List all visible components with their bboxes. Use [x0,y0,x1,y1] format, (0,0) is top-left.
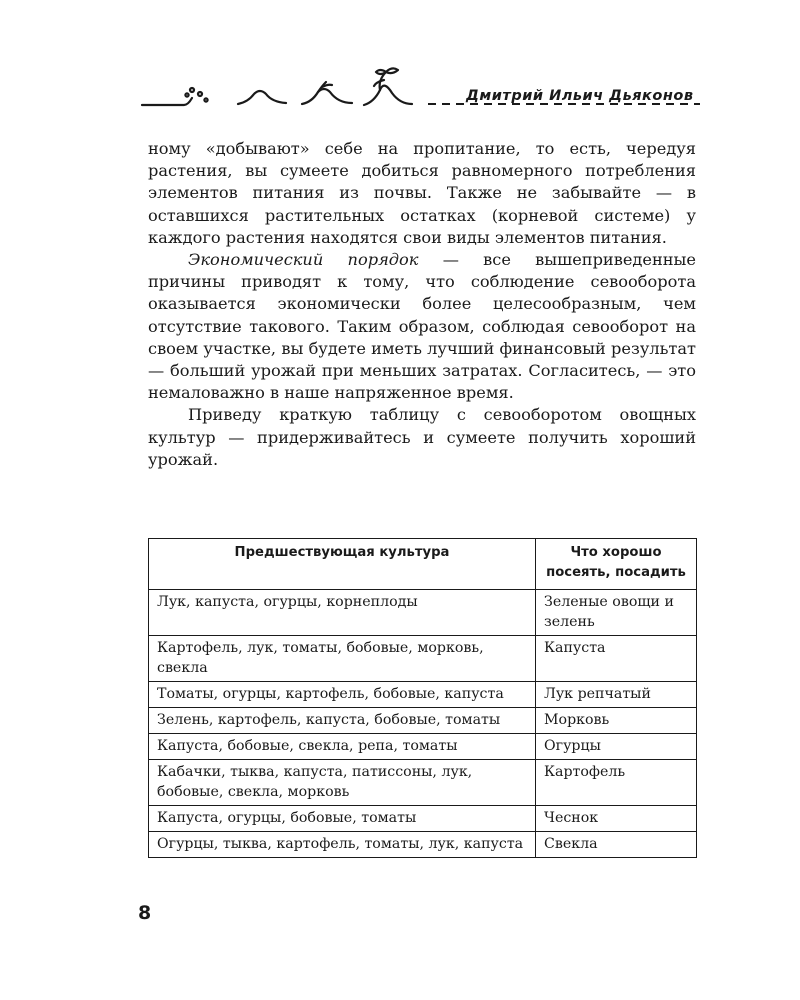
recommended-crop-cell: Лук репчатый [536,682,697,708]
crop-rotation-table [148,538,697,858]
paragraph-3: Приведу краткую таблицу с севооборотом овощных культур — придерживайтесь и сумеете получить хороший урожай. [148,405,696,469]
previous-crop-cell: Кабачки, тыква, капуста, патиссоны, лук, бобовые, свекла, морковь [149,760,536,806]
recommended-crop-cell: Капуста [536,636,697,682]
previous-crop-cell: Капуста, бобовые, свекла, репа, томаты [149,734,536,760]
header-previous-crop: Предшествующая культура [149,539,536,590]
table-row [149,734,697,760]
table-row [149,682,697,708]
recommended-crop-cell: Огурцы [536,734,697,760]
previous-crop-cell: Капуста, огурцы, бобовые, томаты [149,806,536,832]
table-row [149,832,697,858]
previous-crop-cell: Картофель, лук, томаты, бобовые, морковь, свекла [149,636,536,682]
table-row [149,590,697,636]
recommended-crop-cell: Зеленые овощи и зелень [536,590,697,636]
recommended-crop-cell: Морковь [536,708,697,734]
table-row [149,760,697,806]
header-what-to-plant: Что хорошо посеять, посадить [536,539,697,590]
recommended-crop-cell: Картофель [536,760,697,806]
page-header [0,0,800,130]
table-header-row [149,539,697,590]
page-number: 8 [138,902,152,924]
recommended-crop-cell: Свекла [536,832,697,858]
author-name: Дмитрий Ильич Дьяконов [466,88,694,104]
body-text [148,138,696,471]
table-row [149,708,697,734]
paragraph-2-text: — все вышеприведенные причины приводят к тому, что соблюдение севооборота оказывается экономически более целесообразным, чем отсутствие такового. Таким образом, соблюдая севооборот на своем участке, вы будете иметь лучший финансовый результат — больший урожай при меньших затратах. Согласитесь, — это немаловажно в наше напряженное время. [148,250,697,403]
previous-crop-cell: Томаты, огурцы, картофель, бобовые, капуста [149,682,536,708]
paragraph-2 [148,249,696,404]
previous-crop-cell: Огурцы, тыква, картофель, томаты, лук, капуста [149,832,536,858]
recommended-crop-cell: Чеснок [536,806,697,832]
table-row [149,636,697,682]
previous-crop-cell: Зелень, картофель, капуста, бобовые, томаты [149,708,536,734]
term-economic-order: Экономический порядок [188,250,419,270]
paragraph-1: ному «добывают» себе на пропитание, то есть, чередуя растения, вы сумеете добиться равномерного потребления элементов питания из почвы. Также не забывайте — в оставшихся растительных остатках (корневой системе) у каждого растения находятся свои виды элементов питания. [148,139,696,247]
previous-crop-cell: Лук, капуста, огурцы, корнеплоды [149,590,536,636]
table-row [149,806,697,832]
